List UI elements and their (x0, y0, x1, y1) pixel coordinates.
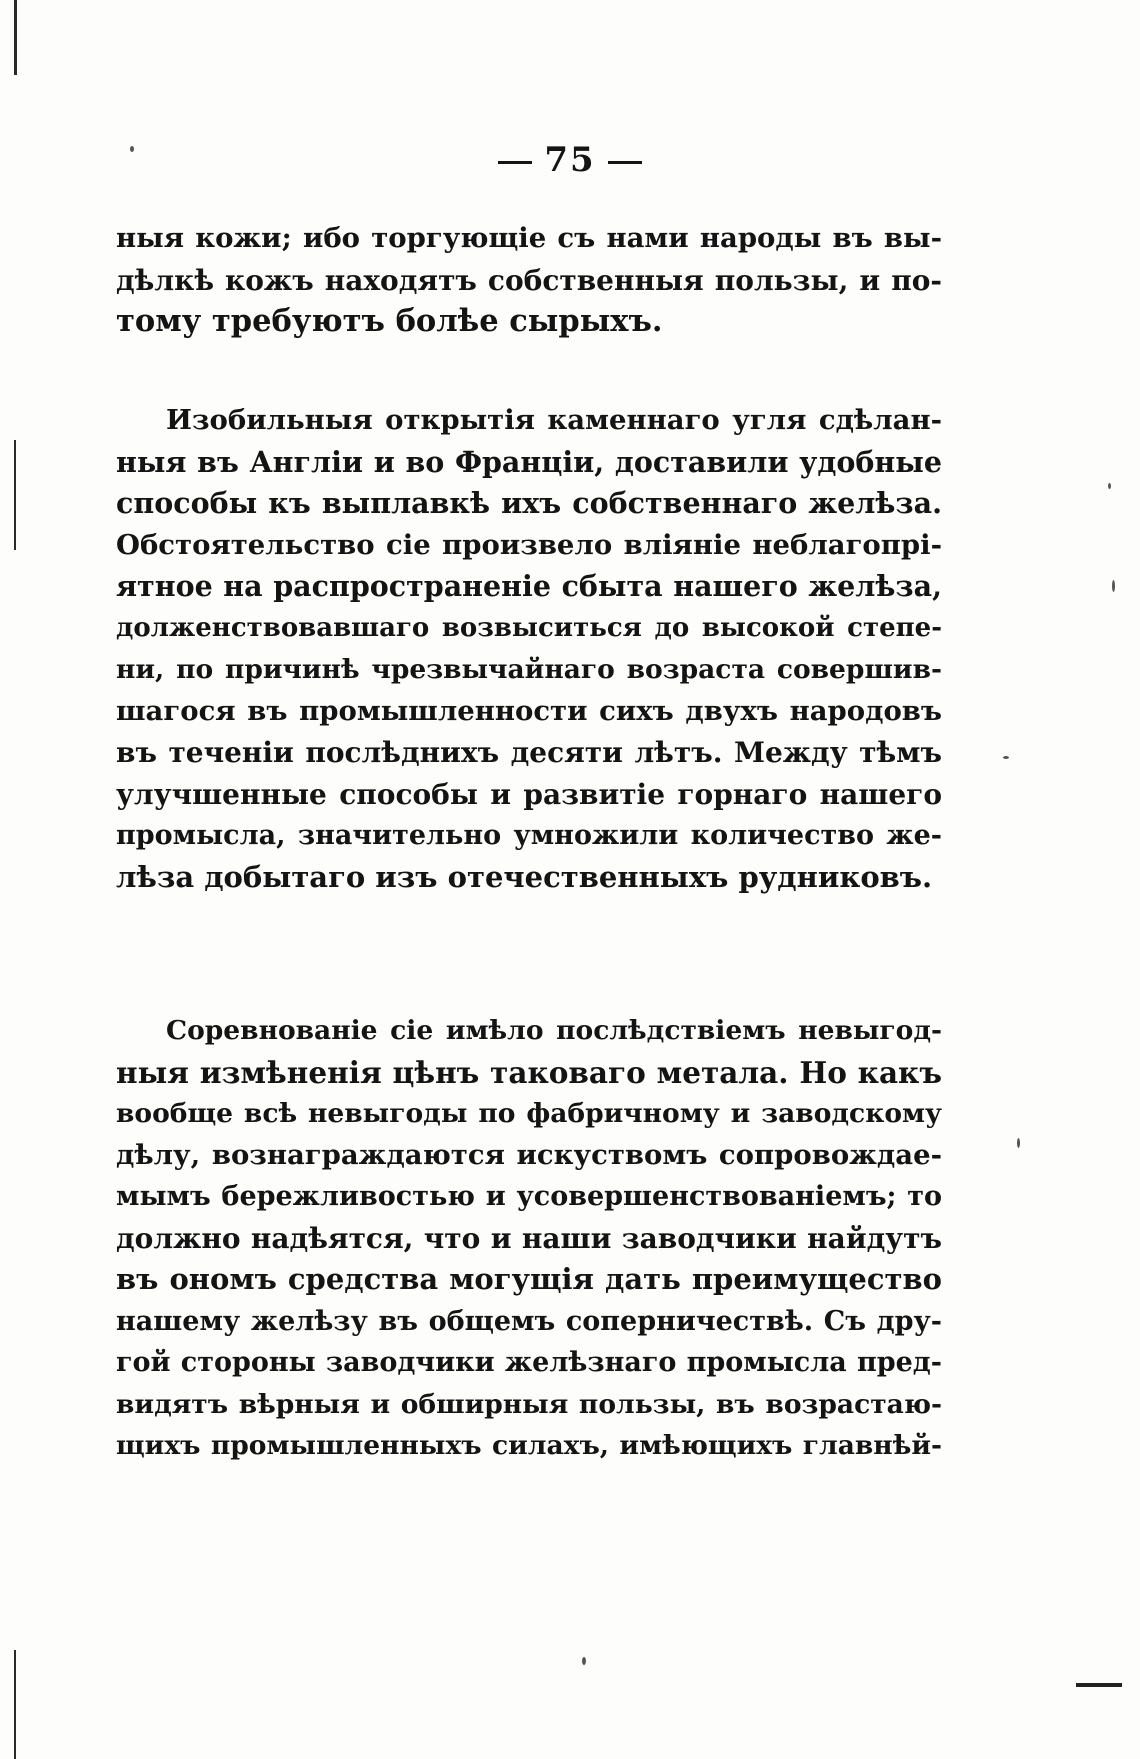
scan-speck (582, 1657, 586, 1665)
page-number-value: 75 (544, 140, 596, 180)
text-line: способы къ выплавкѣ ихъ собственнаго желѣза. (116, 486, 942, 520)
scan-speck (1017, 1138, 1020, 1148)
text-line: въ ономъ средства могущія дать преимущество (116, 1262, 942, 1296)
text-line: промысла, значительно умножили количество же- (116, 820, 942, 851)
text-line: щихъ промышленныхъ силахъ, имѣющихъ главнѣй- (116, 1430, 942, 1461)
scan-edge-mark (14, 0, 17, 75)
text-line: ныя въ Англіи и во Франціи, доставили удобные (116, 444, 942, 479)
page-number-dash-right (608, 161, 642, 164)
page-number (0, 140, 1140, 180)
text-line: долженствовавшаго возвыситься до высокой степе- (116, 612, 942, 643)
scan-speck (1112, 580, 1115, 592)
text-line: Изобильныя открытія каменнаго угля сдѣлан- (166, 404, 942, 436)
text-line: ныя кожи; ибо торгующіе съ нами народы въ вы- (116, 222, 942, 254)
text-line: ятное на распространеніе сбыта нашего желѣза, (116, 569, 942, 603)
paragraph-1 (116, 218, 942, 343)
text-line: Соревнованіе сіе имѣло послѣдствіемъ невыгод- (166, 1015, 942, 1046)
text-line: дѣлу, вознаграждаются искуствомъ сопровождае- (116, 1138, 942, 1171)
text-line: вообще всѣ невыгоды по фабричному и заводскому (116, 1098, 942, 1129)
text-line: въ теченіи послѣднихъ десяти лѣтъ. Между тѣмъ (116, 736, 942, 769)
text-line: мымъ бережливостью и усовершенствованіемъ; то (116, 1181, 942, 1212)
scan-speck (1108, 483, 1111, 489)
scan-edge-mark (14, 440, 16, 550)
scan-speck (1003, 756, 1009, 759)
paragraph-3 (116, 1010, 942, 1467)
scan-edge-mark (14, 1650, 16, 1759)
text-line: ни, по причинѣ чрезвычайнаго возраста совершив- (116, 654, 942, 685)
text-line: гой стороны заводчики желѣзнаго промысла пред- (116, 1347, 942, 1378)
page-number-dash-left (498, 161, 532, 164)
text-line: лѣза добытаго изъ отечественныхъ рудниковъ. (116, 859, 933, 894)
text-line: тому требуютъ болѣе сырыхъ. (116, 303, 663, 339)
paragraph-2 (116, 400, 942, 898)
text-line: шагося въ промышленности сихъ двухъ народовъ (116, 694, 942, 727)
text-line: улучшенные способы и развитіе горнаго нашего (116, 777, 942, 811)
text-line: ныя измѣненія цѣнъ таковаго метала. Но какъ (116, 1054, 942, 1090)
text-line: должно надѣятся, что и наши заводчики найдутъ (116, 1221, 942, 1255)
text-line: видятъ вѣрныя и обширныя пользы, въ возрастаю- (116, 1388, 942, 1420)
text-line: дѣлкѣ кожъ находятъ собственныя пользы, и по- (116, 263, 942, 297)
text-line: Обстоятельство сіе произвело вліяніе неблагопрі- (116, 528, 942, 561)
scan-corner-mark (1076, 1683, 1122, 1687)
text-line: нашему желѣзу въ общемъ соперничествѣ. Съ дру- (116, 1305, 942, 1337)
